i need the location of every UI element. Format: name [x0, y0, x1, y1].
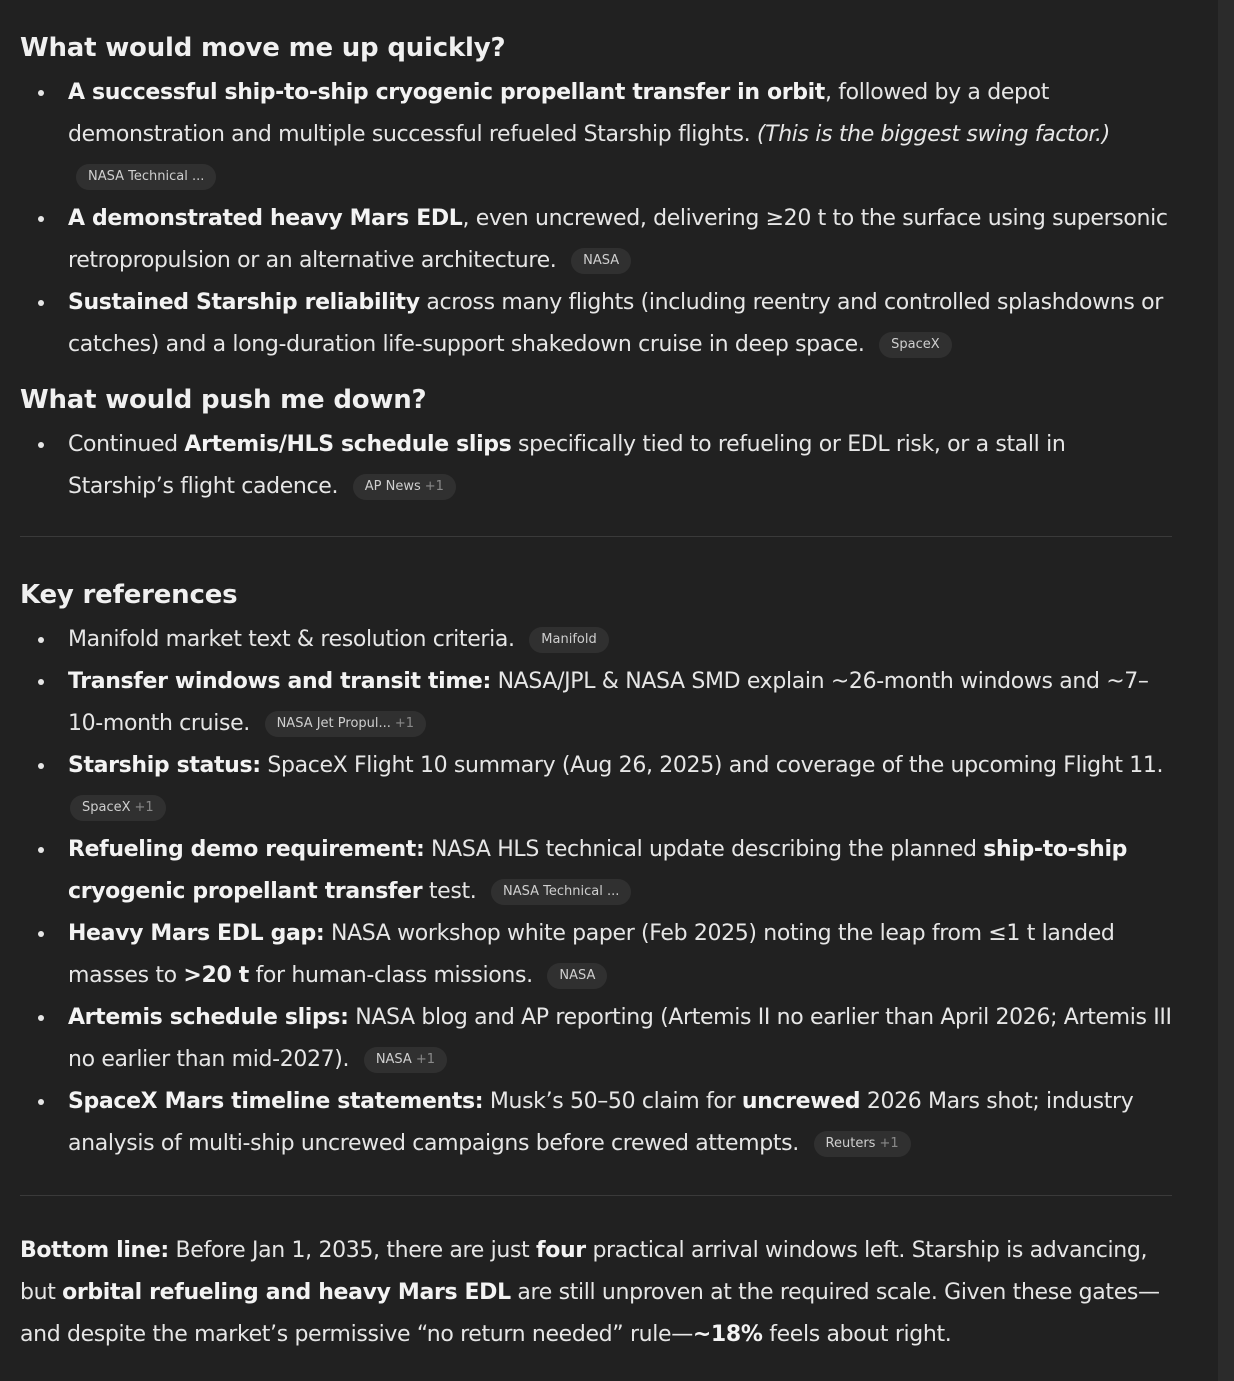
item-bold: A demonstrated heavy Mars EDL: [68, 206, 463, 231]
source-label: SpaceX: [891, 337, 940, 352]
heading-key-references: Key references: [20, 580, 238, 610]
divider: [20, 536, 1172, 537]
source-pill-nasa[interactable]: [364, 1047, 447, 1073]
list-item: [20, 1081, 1172, 1165]
item-bold: four: [535, 1238, 586, 1263]
source-pill-manifold[interactable]: [529, 627, 608, 653]
response-content: [20, 14, 1172, 1356]
item-text: NASA workshop white paper (Feb 2025) noting the leap from ≤1 t landed masses to: [68, 921, 1115, 988]
source-pill-nasa-technical[interactable]: [76, 164, 216, 190]
list-item: [20, 198, 1172, 282]
heading-push-down: What would push me down?: [20, 385, 427, 415]
source-label: NASA Technical ...: [503, 884, 620, 899]
item-text: for human-class missions.: [248, 963, 533, 988]
list-item: [20, 829, 1172, 913]
item-bold: SpaceX Mars timeline statements:: [68, 1089, 484, 1114]
source-pill-spacex[interactable]: [70, 795, 166, 821]
item-bold: ship-to-ship cryogenic propellant transfer: [68, 837, 1128, 904]
item-bold: A successful ship-to-ship cryogenic propellant transfer in orbit: [68, 80, 825, 105]
item-bold: Transfer windows and transit time:: [68, 669, 491, 694]
source-pill-nasa-technical[interactable]: [491, 879, 631, 905]
item-text: NASA HLS technical update describing the planned: [424, 837, 984, 862]
list-item: [20, 72, 1172, 198]
source-label: Reuters: [825, 1136, 876, 1151]
item-text: Continued: [68, 432, 185, 457]
item-text: Musk’s 50–50 claim for: [483, 1089, 742, 1114]
references-list: [20, 619, 1172, 1165]
source-pill-reuters[interactable]: [814, 1131, 911, 1157]
list-item: [20, 661, 1172, 745]
item-bold: Refueling demo requirement:: [68, 837, 425, 862]
item-text: , even uncrewed, delivering ≥20 t to the surface using supersonic retropropulsion or an alternative architecture.: [68, 206, 1168, 273]
item-text: NASA/JPL & NASA SMD explain ~26-month windows and ~7–10-month cruise.: [68, 669, 1149, 736]
source-pill-nasa[interactable]: [547, 963, 607, 989]
item-text: NASA blog and AP reporting (Artemis II no earlier than April 2026; Artemis III no earlier than mid-2027).: [68, 1005, 1172, 1072]
item-text: specifically tied to refueling or EDL risk, or a stall in Starship’s flight cadence.: [68, 432, 1066, 499]
item-text: are still unproven at the required scale. Given these gates—and despite the market’s permissive “no return needed” rule—: [20, 1280, 1160, 1347]
list-item: [20, 745, 1172, 829]
item-text: test.: [422, 879, 477, 904]
source-label: SpaceX: [82, 800, 131, 815]
source-label: NASA: [583, 253, 620, 268]
item-bold: Artemis/HLS schedule slips: [184, 432, 512, 457]
push-down-list: [20, 424, 1172, 508]
item-text: Manifold market text & resolution criteria.: [68, 627, 515, 652]
source-label: AP News: [364, 479, 421, 494]
source-more-count: +1: [134, 800, 154, 815]
item-text: feels about right.: [762, 1322, 952, 1347]
item-bold: orbital refueling and heavy Mars EDL: [62, 1280, 511, 1305]
source-more-count: +1: [415, 1052, 435, 1067]
list-item: [20, 282, 1172, 366]
item-text: across many flights (including reentry and controlled splashdowns or catches) and a long-duration life-support shakedown cruise in deep space.: [68, 290, 1163, 357]
list-item: [20, 424, 1172, 508]
item-bold: ~18%: [692, 1322, 763, 1347]
item-text: Before Jan 1, 2035, there are just: [168, 1238, 536, 1263]
item-bold: >20 t: [183, 963, 249, 988]
bottom-line-label: Bottom line:: [20, 1238, 169, 1263]
item-bold: Starship status:: [68, 753, 261, 778]
list-item: [20, 997, 1172, 1081]
item-text: practical arrival windows left. Starship is advancing, but: [20, 1238, 1148, 1305]
item-text: , followed by a depot demonstration and multiple successful refueled Starship flights.: [68, 80, 1049, 147]
source-pill-nasa[interactable]: [571, 248, 631, 274]
item-italic: (This is the biggest swing factor.): [756, 122, 1110, 147]
bottom-line-paragraph: [20, 1230, 1172, 1356]
item-text: SpaceX Flight 10 summary (Aug 26, 2025) and coverage of the upcoming Flight 11.: [260, 753, 1164, 778]
source-pill-nasa-jpl[interactable]: [265, 711, 427, 737]
source-label: Manifold: [541, 632, 597, 647]
source-label: NASA Jet Propul...: [276, 716, 391, 731]
divider: [20, 1195, 1172, 1196]
source-more-count: +1: [424, 479, 444, 494]
heading-move-up: What would move me up quickly?: [20, 33, 506, 63]
source-more-count: +1: [879, 1136, 899, 1151]
source-label: NASA: [559, 968, 596, 983]
item-bold: Artemis schedule slips:: [68, 1005, 349, 1030]
source-pill-spacex[interactable]: [879, 332, 952, 358]
item-text: 2026 Mars shot; industry analysis of multi-ship uncrewed campaigns before crewed attempts.: [68, 1089, 1134, 1156]
move-up-list: [20, 72, 1172, 366]
source-label: NASA Technical ...: [88, 169, 205, 184]
scrollbar[interactable]: [1218, 0, 1234, 1381]
list-item: [20, 619, 1172, 661]
source-more-count: +1: [394, 716, 415, 731]
list-item: [20, 913, 1172, 997]
item-bold: Sustained Starship reliability: [68, 290, 420, 315]
source-label: NASA: [375, 1052, 412, 1067]
source-pill-ap-news[interactable]: [353, 474, 456, 500]
item-bold: uncrewed: [741, 1089, 861, 1114]
item-bold: Heavy Mars EDL gap:: [68, 921, 325, 946]
